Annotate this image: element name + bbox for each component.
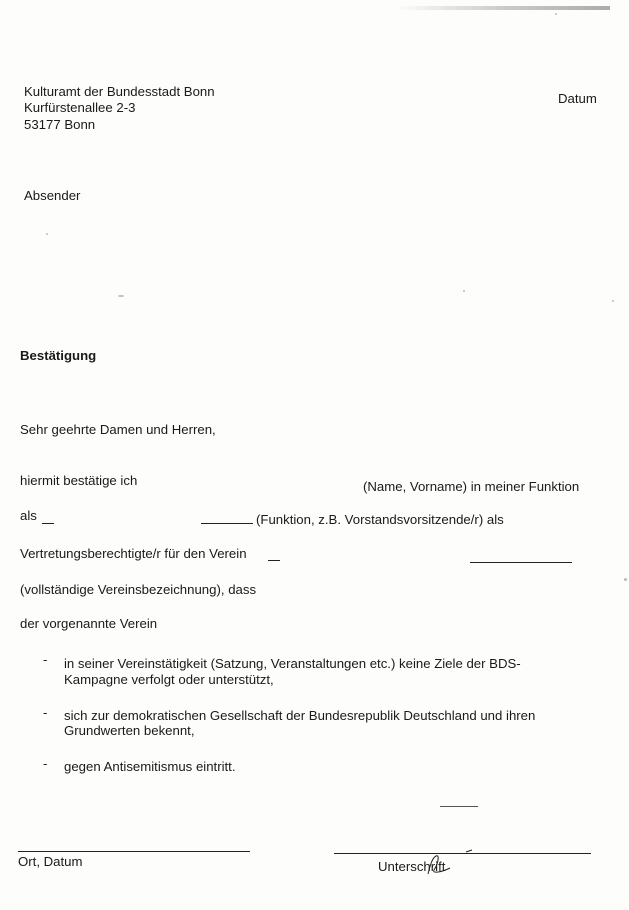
recipient-line-1: Kulturamt der Bundesstadt Bonn (24, 84, 215, 99)
body-line-2-left: als (20, 508, 37, 523)
bullet-dash: - (43, 756, 48, 771)
body-line-2-right: (Funktion, z.B. Vorstandsvorsitzende/r) als (256, 512, 504, 527)
bullet-2-line-2: Grundwerten bekennt, (64, 723, 195, 738)
place-date-line (18, 851, 250, 852)
bullet-3-line-1: gegen Antisemitismus eintritt. (64, 759, 236, 774)
association-blank (470, 562, 572, 563)
association-blank-short (268, 560, 280, 561)
bullet-1-line-1: in seiner Vereinstätigkeit (Satzung, Veranstaltungen etc.) keine Ziele der BDS- (64, 656, 521, 671)
scan-speck (463, 290, 465, 292)
function-blank (201, 523, 253, 524)
bullet-1-line-2: Kampagne verfolgt oder unterstützt, (64, 672, 274, 687)
scan-speck (118, 295, 124, 297)
name-blank-short (42, 523, 54, 524)
document-heading: Bestätigung (20, 348, 97, 363)
pen-mark (422, 848, 482, 878)
sender-label: Absender (24, 188, 81, 203)
recipient-line-2: Kurfürstenallee 2-3 (24, 100, 136, 115)
scan-mark-line (440, 806, 478, 807)
bullet-dash: - (43, 652, 48, 667)
place-date-label: Ort, Datum (18, 854, 83, 869)
bullet-dash: - (43, 705, 48, 720)
salutation: Sehr geehrte Damen und Herren, (20, 422, 216, 437)
recipient-line-3: 53177 Bonn (24, 117, 96, 132)
body-line-1-left: hiermit bestätige ich (20, 473, 138, 488)
body-line-5: der vorgenannte Verein (20, 616, 158, 631)
scan-speck (46, 233, 48, 235)
scan-speck (555, 13, 557, 15)
body-line-3-left: Vertretungsberechtigte/r für den Verein (20, 546, 247, 561)
scan-artifact (395, 6, 610, 10)
bullet-2-line-1: sich zur demokratischen Gesellschaft der Bundesrepublik Deutschland und ihren (64, 708, 536, 723)
scan-speck (612, 300, 614, 302)
body-line-4: (vollständige Vereinsbezeichnung), dass (20, 582, 257, 597)
signature-label: Unterschrift (378, 859, 446, 874)
body-line-1-right: (Name, Vorname) in meiner Funktion (363, 479, 580, 494)
scan-speck (624, 578, 627, 581)
date-label: Datum (558, 91, 597, 106)
